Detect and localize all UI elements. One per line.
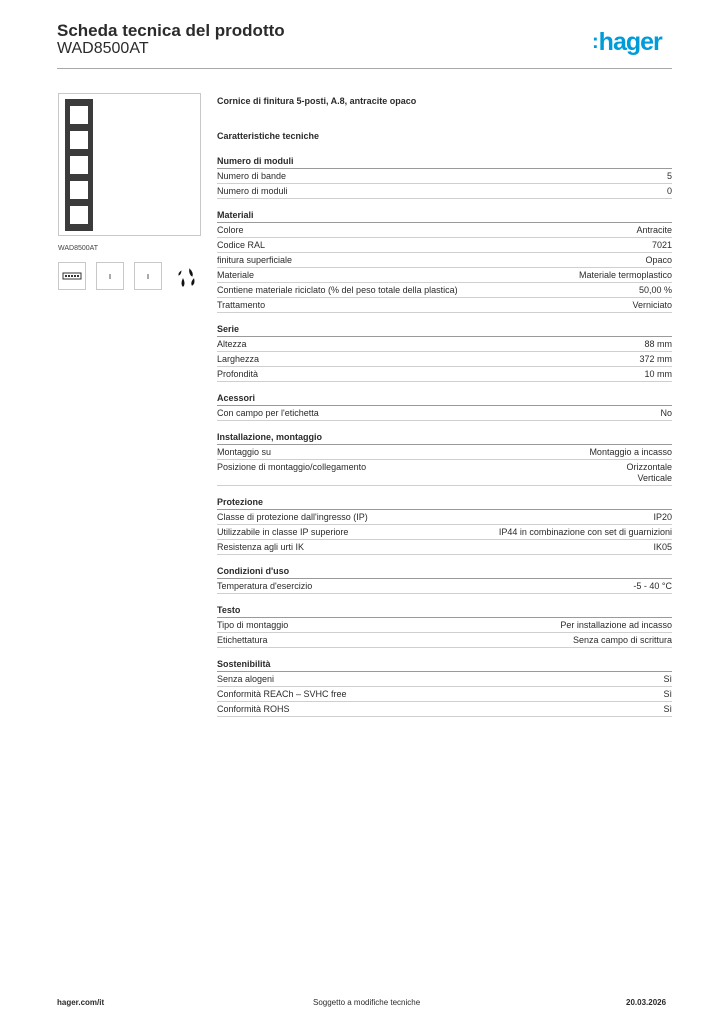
section-heading: Caratteristiche tecniche (217, 131, 320, 141)
spec-value (663, 689, 672, 700)
spec-value (644, 369, 672, 380)
spec-label: Classe di protezione dall'ingresso (IP) (217, 511, 368, 522)
spec-value-line: Orizzontale (626, 461, 672, 472)
spec-group (217, 604, 672, 648)
footer-website[interactable]: hager.com/it (57, 998, 105, 1007)
spec-label: Utilizzabile in classe IP superiore (217, 526, 349, 537)
spec-row (217, 352, 672, 367)
spec-group-title: Numero di moduli (217, 155, 672, 169)
frame-slot (70, 181, 88, 199)
vertical-mount-icon (134, 262, 162, 290)
frame-slot (70, 156, 88, 174)
water-drops-icon (172, 262, 200, 290)
spec-label: Profondità (217, 368, 259, 379)
spec-group (217, 496, 672, 555)
spec-value-line: 372 mm (639, 353, 672, 364)
spec-group-title: Condizioni d'uso (217, 565, 672, 579)
spec-row (217, 268, 672, 283)
spec-value (653, 542, 672, 553)
spec-value (645, 255, 672, 266)
spec-label: Senza alogeni (217, 673, 275, 684)
spec-value-line: Sì (663, 673, 672, 684)
spec-group-title: Acessori (217, 392, 672, 406)
spec-value-line: Per installazione ad incasso (560, 619, 672, 630)
spec-group (217, 392, 672, 421)
spec-label: Tipo di montaggio (217, 619, 289, 630)
product-description: Cornice di finitura 5-posti, A.8, antracite opaco (217, 96, 417, 106)
spec-value-line: IP20 (653, 511, 672, 522)
spec-value (639, 354, 672, 365)
logo-dots-icon: : (592, 31, 598, 53)
spec-group (217, 323, 672, 382)
spec-label: Temperatura d'esercizio (217, 580, 313, 591)
spec-label: Conformità REACh – SVHC free (217, 688, 347, 699)
spec-value (667, 186, 672, 197)
frame-slot (70, 206, 88, 224)
spec-label: Numero di moduli (217, 185, 288, 196)
spec-value-line: Opaco (645, 254, 672, 265)
spec-value (663, 674, 672, 685)
header-divider (57, 68, 672, 69)
spec-row (217, 253, 672, 268)
spec-value-line: Materiale termoplastico (578, 269, 672, 280)
vertical-mount-icon (96, 262, 124, 290)
spec-label: Montaggio su (217, 446, 272, 457)
product-code: WAD8500AT (57, 40, 149, 57)
spec-value (636, 225, 672, 236)
spec-row (217, 445, 672, 460)
spec-label: Altezza (217, 338, 247, 349)
spec-value (626, 462, 672, 484)
spec-value-line: 5 (666, 170, 672, 181)
spec-value (652, 240, 672, 251)
spec-value (560, 620, 672, 631)
spec-row (217, 618, 672, 633)
spec-value (573, 635, 672, 646)
spec-row (217, 540, 672, 555)
spec-group-title: Materiali (217, 209, 672, 223)
spec-row (217, 460, 672, 486)
spec-row (217, 283, 672, 298)
hager-logo (592, 28, 662, 57)
spec-row (217, 510, 672, 525)
spec-row (217, 579, 672, 594)
spec-label: Conformità ROHS (217, 703, 290, 714)
spec-value (499, 527, 672, 538)
frame-slot (70, 106, 88, 124)
spec-row (217, 672, 672, 687)
spec-group (217, 431, 672, 486)
spec-value-line: Sì (663, 703, 672, 714)
spec-value (579, 270, 672, 281)
spec-value (644, 339, 672, 350)
spec-label: Posizione di montaggio/collegamento (217, 461, 367, 472)
spec-value-line: Antracite (636, 224, 672, 235)
spec-group-title: Installazione, montaggio (217, 431, 672, 445)
spec-group-title: Testo (217, 604, 672, 618)
logo-text: hager (598, 28, 662, 56)
spec-value-line: 7021 (651, 239, 672, 250)
spec-row (217, 184, 672, 199)
spec-value (653, 512, 672, 523)
spec-value-line: 88 mm (644, 338, 672, 349)
spec-value-line: Senza campo di scrittura (572, 634, 672, 645)
specification-table (217, 155, 672, 727)
spec-row (217, 406, 672, 421)
spec-label: Colore (217, 224, 244, 235)
spec-row (217, 367, 672, 382)
spec-value-line: Verniciato (632, 299, 672, 310)
spec-row (217, 223, 672, 238)
spec-value-line: 10 mm (644, 368, 672, 379)
spec-group-title: Serie (217, 323, 672, 337)
spec-row (217, 702, 672, 717)
spec-group (217, 565, 672, 594)
spec-value (633, 581, 672, 592)
spec-label: Con campo per l'etichetta (217, 407, 319, 418)
spec-value-line: -5 - 40 °C (633, 580, 672, 591)
spec-group (217, 209, 672, 313)
spec-label: Larghezza (217, 353, 260, 364)
spec-value (632, 300, 672, 311)
spec-value-line: 50,00 % (638, 284, 672, 295)
spec-row (217, 238, 672, 253)
spec-label: Materiale (217, 269, 255, 280)
spec-label: Codice RAL (217, 239, 266, 250)
spec-value (667, 171, 672, 182)
spec-row (217, 169, 672, 184)
frame-illustration (65, 99, 93, 231)
spec-row (217, 687, 672, 702)
spec-row (217, 525, 672, 540)
connector-strip-icon (58, 262, 86, 290)
page-title: Scheda tecnica del prodotto (57, 21, 285, 40)
spec-group (217, 155, 672, 199)
spec-value-line: IP44 in combinazione con set di guarnizioni (498, 526, 672, 537)
spec-label: Trattamento (217, 299, 266, 310)
spec-value-line: No (660, 407, 672, 418)
spec-value (639, 285, 672, 296)
spec-label: Resistenza agli urti IK (217, 541, 305, 552)
spec-row (217, 337, 672, 352)
spec-value-line: IK05 (653, 541, 672, 552)
spec-value-line: Montaggio a incasso (589, 446, 672, 457)
spec-label: Contiene materiale riciclato (% del peso totale della plastica) (217, 284, 458, 295)
spec-row (217, 298, 672, 313)
spec-label: Etichettatura (217, 634, 268, 645)
spec-group-title: Sostenibilità (217, 658, 672, 672)
footer-notice: Soggetto a modifiche tecniche (313, 998, 421, 1007)
spec-label: finitura superficiale (217, 254, 293, 265)
spec-value (663, 704, 672, 715)
spec-value (660, 408, 672, 419)
spec-value-line: Sì (663, 688, 672, 699)
spec-row (217, 633, 672, 648)
footer-date: 20.03.2026 (626, 998, 667, 1007)
spec-label: Numero di bande (217, 170, 287, 181)
spec-group (217, 658, 672, 717)
spec-value-line: Verticale (637, 472, 672, 483)
spec-value-line: 0 (666, 185, 672, 196)
spec-value (589, 447, 672, 458)
product-image (58, 93, 201, 236)
frame-slot (70, 131, 88, 149)
spec-group-title: Protezione (217, 496, 672, 510)
image-caption: WAD8500AT (58, 245, 99, 252)
